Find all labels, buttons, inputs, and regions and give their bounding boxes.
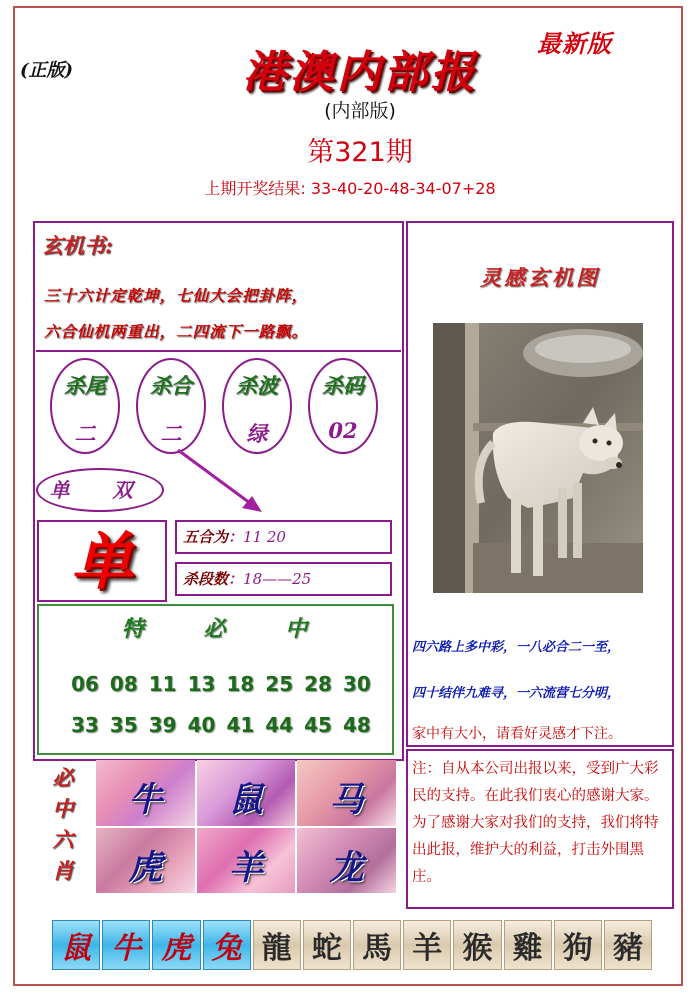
genuine-edition-label: (正版) (20, 60, 74, 81)
zodiac-tile: 兔 (203, 920, 251, 970)
special-number: 33 (71, 713, 99, 737)
odd-box (37, 520, 167, 602)
special-number: 35 (109, 713, 138, 737)
oval-label: 杀码 (322, 373, 364, 398)
zodiac-tile: 豬 (604, 920, 652, 970)
six-zodiac-vertical-label: 必中六肖 (52, 765, 74, 883)
oval-kill-number (308, 358, 378, 454)
special-number: 30 (342, 672, 371, 696)
zodiac-tile: 龍 (253, 920, 301, 970)
kill-range-value: 18——25 (243, 570, 312, 588)
hint-line-1: 四六路上多中彩，一八必合二一至， (412, 640, 621, 655)
page-title: 港澳内部报 (242, 47, 478, 98)
special-number: 45 (304, 713, 332, 737)
zodiac-cell (197, 828, 296, 894)
odd-character: 单 (70, 525, 133, 598)
inspiration-image-title: 灵感玄机图 (480, 265, 600, 290)
special-number: 13 (187, 672, 216, 696)
special-number: 06 (71, 672, 99, 696)
pointer-arrow (170, 440, 270, 520)
zodiac-tile: 牛 (102, 920, 150, 970)
zodiac-character: 马 (329, 780, 364, 820)
zodiac-character: 虎 (128, 847, 163, 888)
mystery-book-title: 玄机书: (42, 233, 113, 258)
zodiac-tile: 馬 (353, 920, 401, 970)
zodiac-tile: 蛇 (303, 920, 351, 970)
five-combo-label: 五合为 (183, 528, 229, 546)
special-numbers-row-2 (66, 713, 376, 737)
notice-text: 注：自从本公司出报以来，受到广大彩民的支持。在此我们衷心的感谢大家。为了感谢大家对我们的支持，我们将特出此报，维护大的利益，打击外围黑庄。 (412, 761, 659, 885)
five-combo-separator: ： (228, 528, 244, 546)
special-number: 18 (226, 672, 255, 696)
special-must-hit-title: 特 必 中 (121, 616, 310, 642)
oval-kill-tail (50, 358, 120, 454)
oval-value: 02 (328, 418, 358, 443)
special-number: 41 (226, 713, 255, 737)
hint-line-2: 四十结伴九难寻，一六流营七分明， (412, 686, 621, 701)
zodiac-cell (96, 760, 195, 826)
oval-label: 杀合 (150, 373, 192, 398)
kill-range-separator: ： (228, 570, 244, 588)
five-combo-value: 11 20 (243, 528, 286, 546)
five-combo-box (175, 520, 392, 554)
zodiac-cell (297, 828, 396, 894)
oval-value: 绿 (246, 421, 268, 446)
special-number: 40 (187, 713, 216, 737)
zodiac-cell (96, 828, 195, 894)
mystery-poem-line-1: 三十六计定乾坤，七仙大会把卦阵， (44, 286, 309, 305)
zodiac-character: 龙 (329, 847, 364, 888)
special-number: 25 (265, 672, 294, 696)
oval-value: 二 (74, 421, 96, 446)
internal-edition-label: (内部版) (324, 100, 396, 122)
oval-value: 二 (160, 421, 182, 446)
latest-edition-label: 最新版 (537, 29, 612, 58)
special-number: 11 (148, 672, 177, 696)
special-number: 08 (109, 672, 138, 696)
special-number: 28 (304, 672, 332, 696)
zodiac-character: 鼠 (228, 780, 263, 820)
zodiac-tile: 虎 (152, 920, 200, 970)
issue-number: 第321期 (307, 137, 413, 168)
special-number: 44 (265, 713, 294, 737)
zodiac-cell (297, 760, 396, 826)
oval-label: 杀尾 (64, 373, 106, 398)
section-divider (36, 350, 401, 352)
zodiac-bar (52, 920, 652, 970)
special-numbers-row-1 (66, 672, 376, 696)
zodiac-cell (197, 760, 296, 826)
family-advice: 家中有大小，请看好灵感才下注。 (412, 726, 622, 742)
zodiac-tile: 狗 (554, 920, 602, 970)
zodiac-tile: 鼠 (52, 920, 100, 970)
dog-photo (433, 323, 643, 593)
last-draw-result: 上期开奖结果: 33-40-20-48-34-07+28 (204, 179, 496, 198)
six-zodiac-grid (96, 760, 396, 893)
zodiac-character: 羊 (228, 847, 263, 888)
oval-label: 杀波 (236, 373, 278, 398)
odd-even-oval: 单 双 (36, 468, 164, 512)
zodiac-tile: 羊 (403, 920, 451, 970)
kill-range-box (175, 562, 392, 596)
special-number: 39 (148, 713, 177, 737)
mystery-poem-line-2: 六合仙机两重出，二四流下一路飘。 (44, 322, 309, 341)
zodiac-character: 牛 (128, 780, 163, 820)
special-number: 48 (342, 713, 371, 737)
kill-range-label: 杀段数 (183, 570, 229, 588)
zodiac-tile: 雞 (504, 920, 552, 970)
zodiac-tile: 猴 (453, 920, 501, 970)
